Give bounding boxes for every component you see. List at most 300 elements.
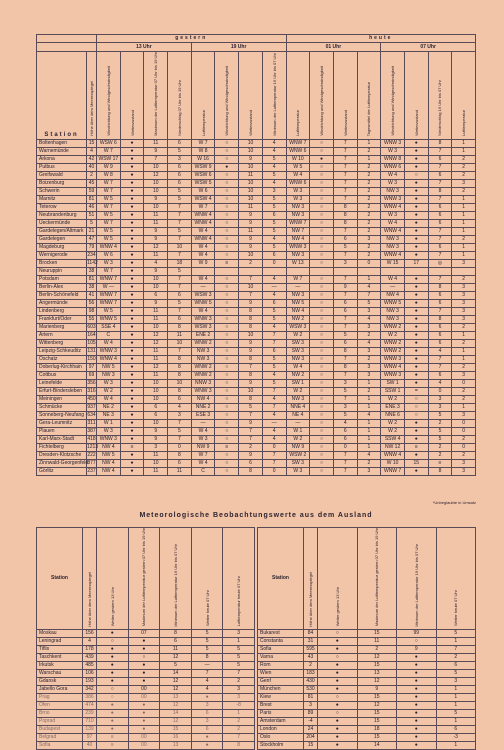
foreign-cell: ● [397, 726, 437, 734]
observation-cell: WSW 6 [191, 171, 215, 179]
foreign-cell: 8 [191, 654, 223, 662]
foreign-column-header: Wetter gestern 13 Uhr [97, 528, 129, 630]
station-row [37, 251, 476, 259]
foreign-cell: 5 [191, 638, 223, 646]
foreign-cell: ● [97, 662, 129, 670]
observation-cell: 10 [239, 163, 263, 171]
observation-cell: 2 [357, 171, 381, 179]
observation-cell: 5 [168, 147, 192, 155]
observation-cell: ● [120, 187, 144, 195]
observation-cell: NW 3 [97, 371, 121, 379]
foreign-column-header: Wetter heute 07 Uhr [191, 528, 223, 630]
observation-cell: 8 [239, 315, 263, 323]
observation-cell: ● [120, 219, 144, 227]
observation-cell: 4 [262, 411, 286, 419]
foreign-row [37, 638, 255, 646]
observation-cell: W 4 [191, 275, 215, 283]
observation-cell: NNE 4 [286, 403, 310, 411]
foreign-row [37, 726, 255, 734]
foreign-column-header: Minimum der Lufttemperatur 19 Uhr bis 07 Uhr [397, 528, 437, 630]
observation-cell: W 4 [381, 275, 405, 283]
observation-cell: 6 [428, 243, 452, 251]
observation-cell: W 7 [97, 267, 121, 275]
foreign-row [258, 710, 476, 718]
foreign-cell: ○ [97, 694, 129, 702]
station-height: 45 [87, 179, 97, 187]
observation-cell: 2 [357, 211, 381, 219]
observation-cell: W 3 [286, 187, 310, 195]
observation-cell: 10 [144, 203, 168, 211]
foreign-cell: ● [128, 638, 160, 646]
observation-cell: 8 [239, 355, 263, 363]
observation-cell: 7 [262, 331, 286, 339]
observation-cell: 5 [428, 435, 452, 443]
foreign-cell: 342 [83, 686, 97, 694]
observation-cell: 10 [239, 251, 263, 259]
observation-cell: 5 [333, 387, 357, 395]
observation-cell: WSW 9 [191, 163, 215, 171]
station-row [37, 187, 476, 195]
station-row [37, 163, 476, 171]
observation-cell: 7 [168, 203, 192, 211]
foreign-cell: 00 [128, 734, 160, 742]
station-height: 356 [87, 379, 96, 386]
foreign-cell: 6 [191, 710, 223, 718]
observation-cell: NW 3 [286, 291, 310, 299]
station-row [37, 315, 476, 323]
observation-cell: NW 4 [97, 459, 121, 467]
observation-cell: ● [404, 299, 428, 307]
station-name: Gera-Leumnitz [37, 419, 87, 427]
observation-cell: WNW 4 [381, 203, 405, 211]
foreign-cell: 14 [357, 742, 397, 750]
observation-cell: W 8 [97, 171, 121, 179]
station-name: Angermünde [37, 299, 87, 307]
foreign-station-name: Irkutsk [37, 662, 83, 670]
observation-cell: 7 [428, 147, 452, 155]
foreign-cell: 12 [357, 678, 397, 686]
observation-cell: 4 [357, 339, 381, 347]
foreign-cell: ● [318, 646, 358, 654]
station-height: 55 [87, 315, 97, 323]
station-row [37, 179, 476, 187]
observation-cell: 10 [144, 163, 168, 171]
observation-cell: ● [404, 315, 428, 323]
foreign-table-left [36, 527, 255, 750]
foreign-cell: ● [318, 638, 358, 646]
observation-cell: ○ [310, 435, 334, 443]
observation-cell: NW 3 [286, 203, 310, 211]
observation-cell: 10 [144, 275, 168, 283]
observation-cell: ● [404, 331, 428, 339]
station-name: Sonneberg-Neufang [37, 411, 87, 419]
observation-cell: ○ [215, 179, 239, 187]
foreign-row [258, 670, 476, 678]
observation-cell: ○ [215, 419, 239, 427]
observation-cell: W 7 [97, 187, 121, 195]
observation-cell: W 9 [97, 163, 121, 171]
observation-cell: WNW 7 [97, 299, 121, 307]
observation-cell: W 2 [286, 435, 310, 443]
observation-cell: ○ [310, 179, 334, 187]
foreign-header-row [37, 528, 255, 630]
foreign-cell: 2 [223, 718, 255, 726]
observation-cell: 1 [357, 435, 381, 443]
observation-cell: 6 [428, 323, 452, 331]
observation-cell: 11 [144, 251, 168, 259]
foreign-cell: ● [397, 670, 437, 678]
observation-cell: 7 [333, 371, 357, 379]
station-name: Zinnwald-Georgenfeld [37, 459, 87, 467]
station-name: Doberlug-Kirchhain [37, 363, 87, 371]
station-name: Cottbus [37, 371, 87, 379]
observation-cell: W 8 [191, 147, 215, 155]
foreign-cell: 7 [223, 670, 255, 678]
observation-cell: ● [404, 291, 428, 299]
observation-cell: NW 3 [381, 243, 405, 251]
observation-cell: 3 [357, 363, 381, 371]
foreign-cell: ● [128, 678, 160, 686]
observation-cell: 9 [239, 235, 263, 243]
observation-cell: ○ [215, 251, 239, 259]
station-height: 5 [87, 219, 97, 227]
observation-cell: ● [404, 419, 428, 427]
observation-cell: W 2 [286, 331, 310, 339]
station-name: Potsdam [37, 275, 87, 283]
foreign-observations-section [36, 500, 476, 750]
observation-cell: 7 [168, 435, 192, 443]
station-row [37, 227, 476, 235]
observation-cell: 1 [357, 403, 381, 411]
sub-column-header: Windrichtung und Windgeschwindigkeit [215, 52, 239, 140]
foreign-row [37, 678, 255, 686]
observation-cell: 6 [168, 395, 192, 403]
observation-cell: 4 [262, 395, 286, 403]
observation-cell: 2 [357, 387, 381, 395]
observation-cell: 10 [144, 323, 168, 331]
station-row [37, 403, 476, 411]
observation-cell: 7 [428, 235, 452, 243]
station-row [37, 427, 476, 435]
foreign-row [258, 630, 476, 638]
foreign-cell: 15 [357, 662, 397, 670]
foreign-column-header: Minimum der Lufttemperatur 19 Uhr bis 07 Uhr [160, 528, 192, 630]
observation-cell: ● [120, 419, 144, 427]
observation-cell: W 7 [286, 275, 310, 283]
observation-cell: W 5 [97, 307, 121, 315]
sub-column-header: Wetterzustand [120, 52, 144, 140]
observation-cell: ○ [310, 331, 334, 339]
station-name: Marienberg [37, 323, 87, 331]
observation-cell: 7 [333, 179, 357, 187]
observation-cell: ESE 3 [191, 411, 215, 419]
station-row [37, 411, 476, 419]
observation-cell: 6 [333, 299, 357, 307]
observation-cell: ● [120, 355, 144, 363]
observation-cell: 9 [239, 419, 263, 427]
observation-cell: 0 [452, 419, 476, 427]
observation-cell: ● [404, 347, 428, 355]
foreign-column-header: Höhe über dem Meeresspiegel [304, 528, 318, 630]
observation-cell: 4 [428, 347, 452, 355]
observation-cell: 7 [333, 315, 357, 323]
observation-cell: WNW 7 [286, 219, 310, 227]
foreign-cell: 5 [160, 662, 192, 670]
foreign-cell: ● [97, 630, 129, 638]
foreign-cell: ○ [97, 638, 129, 646]
station-name: Neuruppin [37, 267, 87, 275]
foreign-cell: ● [397, 718, 437, 726]
foreign-cell: ● [97, 654, 129, 662]
observation-cell: ● [404, 187, 428, 195]
observation-cell: ○ [215, 467, 239, 475]
foreign-row [37, 694, 255, 702]
observation-cell: W 4 [191, 307, 215, 315]
observation-cell: 3 [452, 179, 476, 187]
observation-cell: NW 3 [286, 251, 310, 259]
observation-cell: WNW 2 [381, 323, 405, 331]
station-row [37, 355, 476, 363]
station-row [37, 299, 476, 307]
observation-cell: WNW 2 [191, 339, 215, 347]
foreign-cell: 2 [223, 678, 255, 686]
observation-cell: 2 [357, 179, 381, 187]
foreign-cell: 97 [83, 734, 97, 742]
foreign-cell: 204 [304, 734, 318, 742]
observation-cell: ● [404, 435, 428, 443]
observation-cell: 6 [428, 219, 452, 227]
observation-cell: 1 [452, 219, 476, 227]
observation-cell: 5 [262, 219, 286, 227]
observation-cell: NW 4 [381, 291, 405, 299]
observation-cell: W 1 [286, 427, 310, 435]
station-height: 937 [87, 403, 96, 410]
observation-cell: 7 [239, 411, 263, 419]
observation-cell: 1 [357, 155, 381, 163]
observation-cell: NW 7 [286, 227, 310, 235]
observation-cell: ○ [310, 363, 334, 371]
station-name: Ueckermünde [37, 219, 87, 227]
foreign-cell: ● [397, 702, 437, 710]
observation-cell: SW 1 [286, 379, 310, 387]
observation-cell [239, 267, 263, 275]
observation-cell: 2 [452, 363, 476, 371]
foreign-cell: 9 [357, 686, 397, 694]
observation-cell: ● [120, 275, 144, 283]
observation-cell: 7 [168, 275, 192, 283]
observation-cell: WNW 3 [381, 371, 405, 379]
foreign-cell: 11 [160, 646, 192, 654]
observation-cell: 3 [262, 187, 286, 195]
observation-cell: 5 [262, 243, 286, 251]
observation-cell: 2 [357, 331, 381, 339]
observation-cell: W 7 [97, 179, 121, 187]
observation-cell: 4 [262, 435, 286, 443]
observation-cell: WNW 4 [191, 219, 215, 227]
observation-cell: ○ [215, 187, 239, 195]
observation-cell: WSW 4 [191, 195, 215, 203]
observation-cell: WNW 3 [381, 139, 405, 147]
foreign-cell: ● [97, 678, 129, 686]
observation-cell: 0 [452, 443, 476, 451]
observation-cell: ● [120, 411, 144, 419]
observation-cell: 5 [262, 171, 286, 179]
station-name: Boltenhagen [37, 139, 87, 147]
foreign-cell: ● [397, 694, 437, 702]
foreign-cell: 15 [357, 694, 397, 702]
observation-cell: ● [120, 347, 144, 355]
observation-cell: 11 [144, 315, 168, 323]
observation-cell: ● [120, 379, 144, 387]
foreign-cell: 14 [160, 710, 192, 718]
station-name: Magdeburg [37, 243, 87, 251]
foreign-cell: ≡ [97, 742, 129, 750]
observation-cell: 2 [357, 195, 381, 203]
observation-cell: 3 [452, 299, 476, 307]
sub-column-header: Wetterzustand [333, 52, 357, 140]
observation-cell: ○ [215, 459, 239, 467]
observation-cell: W 2 [381, 419, 405, 427]
foreign-cell: ● [397, 710, 437, 718]
observation-cell: WNW 5 [191, 299, 215, 307]
observation-cell: 5 [262, 307, 286, 315]
observation-cell: 6 [262, 251, 286, 259]
observation-cell: ○ [310, 187, 334, 195]
station-row [37, 363, 476, 371]
station-height: 603 [87, 323, 96, 330]
observation-cell: 1 [452, 243, 476, 251]
observation-cell: 4 [357, 315, 381, 323]
observation-cell: 11 [239, 203, 263, 211]
observation-cell: ● [404, 323, 428, 331]
foreign-cell: 7 [191, 670, 223, 678]
observation-cell: NW 5 [97, 363, 121, 371]
observation-cell: 3 [452, 259, 476, 267]
foreign-cell: ○ [318, 630, 358, 638]
observation-cell: 1 [452, 139, 476, 147]
foreign-cell: 12 [160, 686, 192, 694]
observation-cell: ● [404, 371, 428, 379]
observation-cell: ○ [310, 403, 334, 411]
observation-cell: 3 [428, 403, 452, 411]
foreign-cell: 14 [160, 670, 192, 678]
foreign-cell: 3 [304, 702, 318, 710]
observation-cell: 1 [452, 211, 476, 219]
foreign-cell: 5 [223, 662, 255, 670]
foreign-station-name: Brno [37, 710, 83, 718]
station-height: 234 [87, 251, 96, 258]
observation-cell: NW 4 [286, 307, 310, 315]
observation-cell: ● [404, 339, 428, 347]
observation-cell: 3 [452, 371, 476, 379]
station-height: 877 [87, 459, 96, 466]
foreign-table-right [257, 527, 476, 750]
foreign-station-name: Bukarest [258, 630, 304, 638]
observation-cell: 8 [168, 451, 192, 459]
observation-cell: NW 4 [191, 395, 215, 403]
observation-cell: 3 [333, 259, 357, 267]
observation-cell: 7 [333, 291, 357, 299]
foreign-cell: 15 [304, 742, 318, 750]
observation-cell: ○ [310, 291, 334, 299]
observation-cell: 9 [239, 243, 263, 251]
station-height: 98 [87, 307, 97, 315]
observation-cell: W 5 [97, 195, 121, 203]
station-height: 105 [87, 339, 96, 346]
foreign-cell: 00 [128, 686, 160, 694]
observation-cell: NE 2 [97, 403, 121, 411]
foreign-cell: ● [318, 742, 358, 750]
header-19-uhr: 19 Uhr [191, 43, 286, 52]
foreign-cell: 15 [357, 630, 397, 638]
observation-cell: 6 [428, 299, 452, 307]
observation-cell: WNW 7 [381, 467, 405, 475]
observation-cell: 9 [239, 379, 263, 387]
station-row [37, 147, 476, 155]
observation-cell: 3 [357, 467, 381, 475]
observation-cell: ○ [310, 235, 334, 243]
observation-cell: W 2 [97, 387, 121, 395]
observation-cell: 2 [357, 147, 381, 155]
foreign-station-name: Belgrad [37, 734, 83, 742]
observation-cell: 9 [239, 347, 263, 355]
foreign-cell: ● [97, 726, 129, 734]
foreign-cell: 12 [160, 654, 192, 662]
observation-cell: 1 [357, 379, 381, 387]
observation-cell: 10 [144, 283, 168, 291]
station-height: 21 [87, 227, 97, 235]
observation-cell: 0 [333, 443, 357, 451]
sub-column-header: Wetterzustand [239, 52, 263, 140]
observation-cell: 1 [452, 331, 476, 339]
station-name: Berlin-Schönefeld [37, 291, 87, 299]
foreign-cell: 7 [223, 734, 255, 742]
foreign-cell: 16 [160, 734, 192, 742]
foreign-note: *Unbeglaubte in Umsatz [432, 500, 476, 505]
foreign-cell: 89 [304, 710, 318, 718]
observation-cell: 5 [168, 195, 192, 203]
observation-cell: W — [97, 283, 121, 291]
foreign-cell: 5 [436, 710, 476, 718]
foreign-cell: ● [128, 646, 160, 654]
observation-cell: 2 [357, 187, 381, 195]
station-row [37, 443, 476, 451]
observation-cell: 10 [144, 419, 168, 427]
observation-cell: W 4 [286, 363, 310, 371]
observation-cell: 5 [262, 363, 286, 371]
observation-cell: ○ [310, 259, 334, 267]
observation-cell: 2 [452, 387, 476, 395]
observation-cell: ◎ [428, 259, 452, 267]
observation-cell: 7 [262, 451, 286, 459]
foreign-cell: 1 [436, 702, 476, 710]
foreign-row [258, 646, 476, 654]
observation-cell: 11 [144, 355, 168, 363]
foreign-cell: ● [397, 662, 437, 670]
observation-cell: 7 [333, 395, 357, 403]
observation-cell: 2 [452, 451, 476, 459]
observation-cell: 10 [239, 147, 263, 155]
observation-cell: ○ [215, 203, 239, 211]
station-row [37, 459, 476, 467]
observation-cell: 8 [239, 371, 263, 379]
observation-cell: ○ [310, 139, 334, 147]
observation-cell: 3 [144, 443, 168, 451]
station-height: 15 [87, 139, 97, 147]
observation-cell: 11 [239, 227, 263, 235]
observation-cell: ○ [310, 371, 334, 379]
observation-cell: 7 [239, 427, 263, 435]
